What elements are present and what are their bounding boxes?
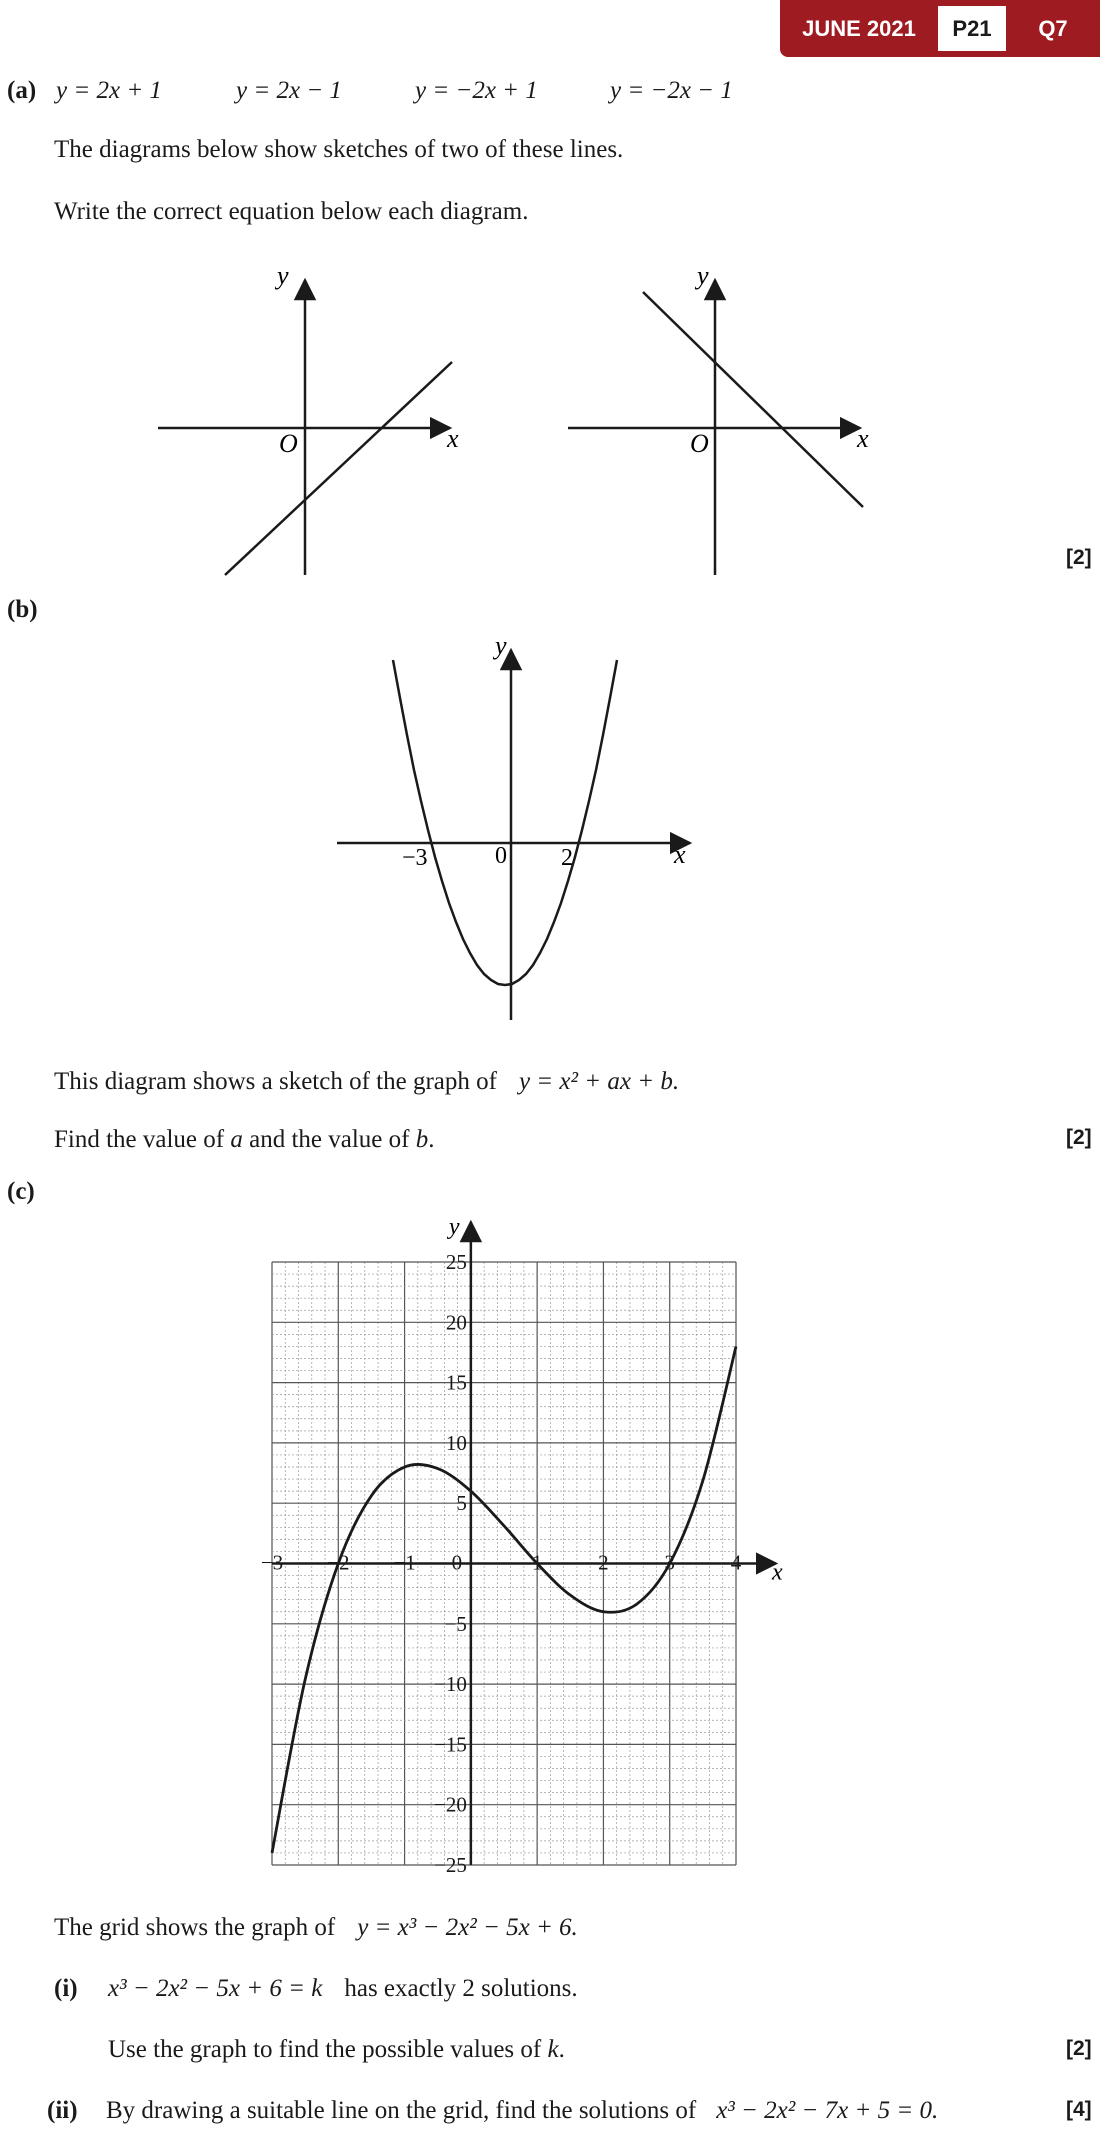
line-sketch-1 [150, 265, 470, 580]
part-b-task-mid: and the value of [242, 1126, 416, 1153]
part-b-stem-text: This diagram shows a sketch of the graph of [54, 1068, 497, 1095]
part-c-ii-label: (ii) [47, 2097, 78, 2124]
y-tick-label: 20 [445, 1310, 467, 1335]
x-tick-label: 0 [451, 1550, 463, 1575]
part-a-label: (a) [7, 77, 37, 104]
origin-label: O [690, 429, 709, 458]
part-b-equation: y = x² + ax + b. [518, 1068, 680, 1095]
part-c-label: (c) [7, 1178, 35, 1205]
part-c-i-marks: [2] [1066, 2037, 1092, 2060]
part-c-stem [54, 1913, 578, 1943]
part-c-i-label: (i) [54, 1975, 78, 2002]
sketch-line-positive-gradient [225, 362, 452, 575]
equation-option-2: y = 2x − 1 [236, 77, 342, 104]
x-tick-label: 2 [598, 1550, 609, 1575]
part-c-i-statement [108, 1974, 578, 2004]
parabola-curve [393, 660, 617, 985]
part-c-i-text: has exactly 2 solutions. [344, 1975, 578, 2002]
part-c-ii-equation: x³ − 2x² − 7x + 5 = 0. [716, 2097, 939, 2124]
origin-label: O [279, 429, 298, 458]
y-axis-label: y [448, 1214, 460, 1240]
question-number: Q7 [1038, 16, 1068, 41]
x-axis-label: x [772, 1559, 783, 1586]
part-b-variable-b: b [415, 1126, 429, 1153]
part-c-equation: y = x³ − 2x² − 5x + 6. [357, 1914, 578, 1941]
part-b-task-end: . [428, 1126, 435, 1153]
parabola-sketch [330, 630, 710, 1025]
part-a-instruction-2: Write the correct equation below each diagram. [54, 198, 529, 225]
cubic-graph [250, 1200, 810, 1900]
x-tick-label: −2 [327, 1550, 350, 1575]
equation-option-1: y = 2x + 1 [56, 77, 162, 104]
equation-option-3: y = −2x + 1 [415, 77, 538, 104]
root-left-label: −3 [402, 845, 428, 871]
part-c-ii-text: By drawing a suitable line on the grid, find the solutions of [106, 2097, 697, 2124]
y-axis-label: y [697, 265, 709, 290]
part-c-i-instruction [108, 2035, 565, 2065]
part-c-stem-text: The grid shows the graph of [54, 1914, 336, 1941]
part-a-marks: [2] [1066, 546, 1092, 569]
part-b-label: (b) [7, 596, 38, 623]
line-sketch-2 [560, 265, 880, 580]
paper-code: P21 [938, 6, 1006, 51]
y-axis-label: y [495, 631, 507, 660]
x-axis-label: x [447, 424, 459, 453]
y-tick-label: −25 [434, 1853, 467, 1877]
y-axis-label: y [277, 265, 289, 290]
y-tick-label: 5 [456, 1491, 467, 1516]
root-right-label: 2 [561, 845, 573, 871]
x-axis-label: x [674, 840, 686, 869]
x-tick-label: −1 [393, 1550, 416, 1575]
part-c-i-instruction-end: . [558, 2036, 565, 2063]
sketch-line-negative-gradient [643, 292, 863, 507]
x-axis-label: x [857, 424, 869, 453]
y-tick-label: 25 [445, 1250, 467, 1274]
part-c-i-equation: x³ − 2x² − 5x + 6 = k [108, 1975, 323, 2002]
equation-option-4: y = −2x − 1 [610, 77, 733, 104]
x-tick-label: −3 [260, 1550, 284, 1575]
part-c-ii-statement [106, 2096, 938, 2126]
x-tick-label: 4 [730, 1550, 742, 1575]
y-tick-label: −10 [434, 1672, 467, 1697]
part-b-task-text: Find the value of [54, 1126, 231, 1153]
part-b-task [54, 1125, 434, 1155]
paper-badge [780, 0, 1100, 57]
part-c-ii-marks: [4] [1066, 2098, 1092, 2121]
y-tick-label: −20 [434, 1792, 467, 1817]
y-tick-label: 15 [445, 1370, 467, 1395]
x-tick-label: 3 [664, 1550, 675, 1575]
y-tick-label: 10 [445, 1430, 467, 1455]
part-c-i-variable-k: k [547, 2036, 559, 2063]
y-tick-label: −15 [434, 1732, 467, 1757]
part-b-stem [54, 1067, 679, 1097]
part-b-variable-a: a [230, 1126, 243, 1153]
session-label: JUNE 2021 [802, 16, 916, 41]
part-b-marks: [2] [1066, 1126, 1092, 1149]
y-tick-label: −5 [444, 1611, 467, 1636]
x-tick-label: 1 [531, 1550, 543, 1575]
part-a-instruction-1: The diagrams below show sketches of two of these lines. [54, 136, 624, 163]
origin-label: 0 [495, 843, 507, 869]
part-c-i-instruction-text: Use the graph to find the possible values of [108, 2036, 548, 2063]
